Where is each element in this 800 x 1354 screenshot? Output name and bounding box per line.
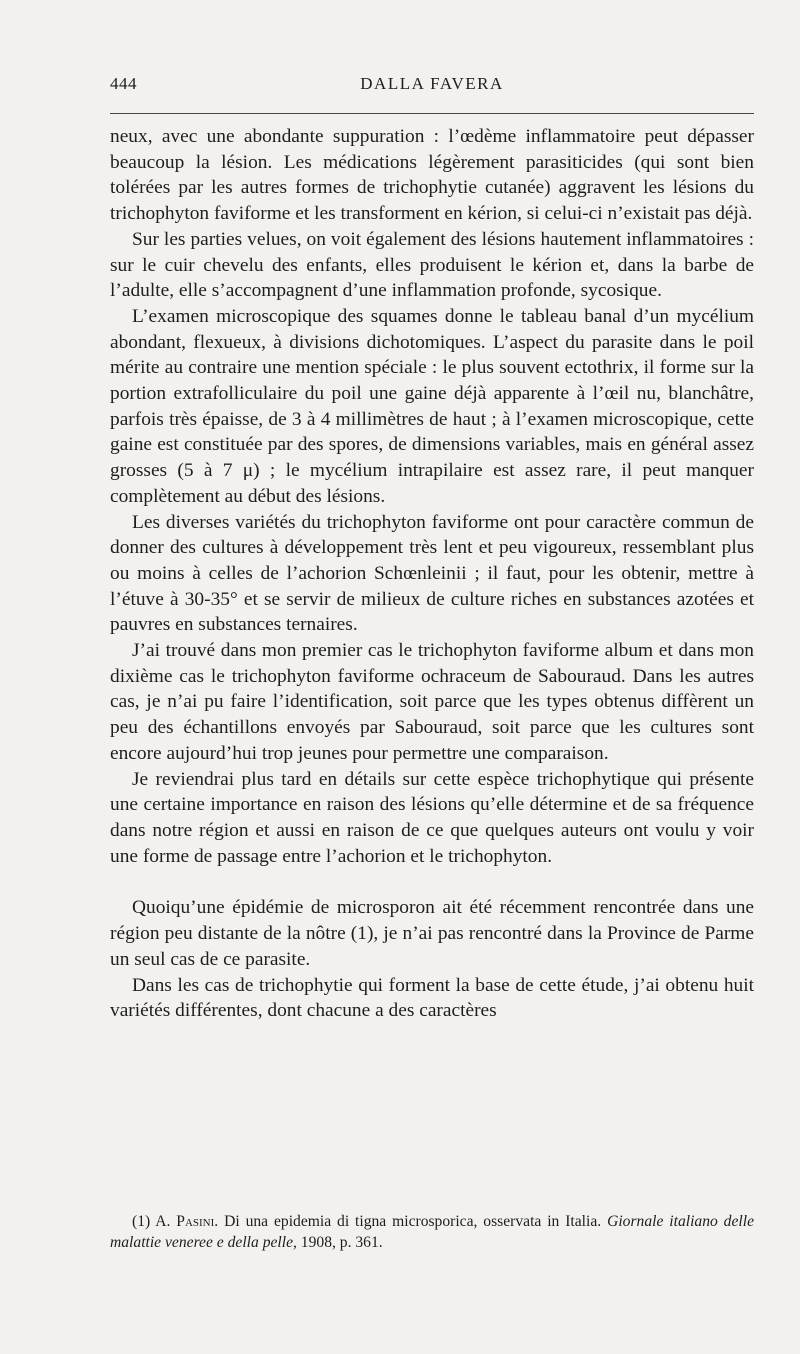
footnote-number: (1) A. [132, 1213, 171, 1230]
header-rule [110, 113, 754, 114]
paragraph: Les diverses variétés du trichophyton faviforme ont pour caractère commun de donner des cultures à développement très lent et peu vigoureux, ressemblant plus ou moins à celles de l’achorion Schœnleinii ; il faut, pour les obtenir, mettre à l’étuve à 30-35° et se servir de milieux de culture riches en substances azotées et pauvres en substances ternaires. [110, 511, 754, 636]
paragraph: L’examen microscopique des squames donne le tableau banal d’un mycélium abondant, flexueux, à divisions dichotomiques. L’aspect du parasite dans le poil mérite au contraire une mention spéciale : le plus souvent ectothrix, il forme sur la portion extrafolliculaire du poil une gaine déjà apparente à l’œil nu, blanchâtre, parfois très épaisse, de 3 à 4 millimètres de haut ; à l’examen microscopique, cette gaine est constituée par des spores, de dimensions variables, mais en général assez grosses (5 à 7 μ) ; le mycélium intrapilaire est assez rare, il peut manquer complètement au début des lésions. [110, 305, 754, 507]
paragraph: Je reviendrai plus tard en détails sur cette espèce trichophytique qui présente une certaine importance en raison des lésions qu’elle détermine et de sa fréquence dans notre région et aussi en raison de ce que quelques auteurs ont voulu y voir une forme de passage entre l’achorion et le trichophyton. [110, 768, 754, 867]
footnote-journal: Giornale italiano delle malattie veneree e della pelle [110, 1213, 754, 1251]
paragraph: Sur les parties velues, on voit également des lésions hautement inflammatoires : sur le cuir chevelu des enfants, elles produisent le kérion et, dans la barbe de l’adulte, elle s’accompagnent d’une inflammation profonde, sycosique. [110, 228, 754, 302]
paragraph: J’ai trouvé dans mon premier cas le trichophyton faviforme album et dans mon dixième cas le trichophyton faviforme ochraceum de Sabouraud. Dans les autres cas, je n’ai pu faire l’identification, soit parce que les types obtenus diffèrent un peu des échantillons envoyés par Sabouraud, soit parce que les cultures sont encore aujourd’hui trop jeunes pour permettre une comparaison. [110, 640, 754, 764]
paragraph: neux, avec une abondante suppuration : l’œdème inflammatoire peut dépasser beaucoup la lésion. Les médications légèrement parasiticides (qui sont bien tolérées par les autres formes de trichophytie cutanée) aggravent les lésions du trichophyton faviforme et les transforment en kérion, si celui-ci n’existait pas déjà. [110, 126, 754, 225]
body-text [110, 124, 754, 1024]
footnote [110, 1211, 754, 1253]
page-number: 444 [110, 74, 137, 93]
footnote-author: Pasini [176, 1213, 215, 1230]
footnote-title: . Di una epidemia di tigna microsporica, osservata in Italia. [214, 1213, 608, 1230]
footnote-tail: , 1908, p. 361. [293, 1234, 383, 1251]
paragraph: Quoiqu’une épidémie de microsporon ait été récemment rencontrée dans une région peu distante de la nôtre (1), je n’ai pas rencontré dans la Province de Parme un seul cas de ce parasite. [110, 897, 754, 970]
running-head: DALLA FAVERA [360, 74, 504, 93]
page-header [110, 74, 754, 100]
paragraph: Dans les cas de trichophytie qui forment la base de cette étude, j’ai obtenu huit variétés différentes, dont chacune a des caractères [110, 974, 754, 1022]
